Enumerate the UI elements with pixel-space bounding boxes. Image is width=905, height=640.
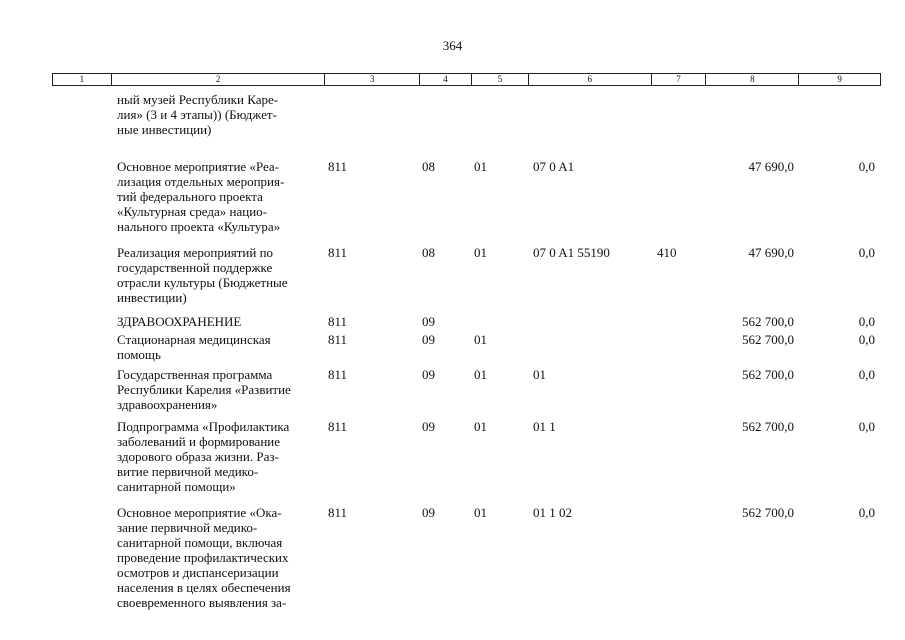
cell-amount: 562 700,0 [742, 332, 794, 347]
item-name-line: государственной поддержке [117, 260, 273, 275]
header-col-9: 9 [837, 74, 842, 84]
header-col-1: 1 [53, 74, 112, 85]
cell-amount-2: 0,0 [858, 419, 875, 434]
cell-item-name [111, 92, 325, 137]
item-name-line: заболеваний и формирование [117, 434, 281, 449]
item-name-line: Республики Карелия «Развитие [117, 382, 291, 397]
cell-item-name [111, 505, 325, 610]
item-name-line: санитарной помощи, включая [117, 535, 283, 550]
item-name-line: Реализация мероприятий по [117, 245, 274, 260]
cell-section: 09 [422, 314, 435, 329]
cell-amount: 47 690,0 [748, 159, 794, 174]
cell-amount-2: 0,0 [858, 332, 875, 347]
header-col-2: 2 [112, 74, 325, 85]
cell-item-name [111, 367, 325, 412]
item-name-line: проведение профилактических [117, 550, 289, 565]
table-row [52, 505, 881, 610]
table-row [52, 367, 881, 412]
cell-amount: 562 700,0 [742, 367, 794, 382]
cell-item-name [111, 245, 325, 305]
header-col-3: 3 [325, 74, 420, 85]
item-name-line: Основное мероприятие «Реа- [117, 159, 280, 174]
item-name-line: лия» (3 и 4 этапы)) (Бюджет- [117, 107, 277, 122]
table-row [52, 314, 881, 329]
item-name-line: ные инвестиции) [117, 122, 212, 137]
table-row [52, 92, 881, 137]
item-name-line: витие первичной медико- [117, 464, 259, 479]
cell-amount-2: 0,0 [858, 245, 875, 260]
header-col-8: 8 [706, 74, 799, 85]
item-name-line: ный музей Республики Каре- [117, 92, 279, 107]
cell-ministry-code: 811 [328, 245, 348, 260]
header-col-4: 4 [420, 74, 472, 85]
item-name-line: тий федерального проекта [117, 189, 263, 204]
item-name-line: Стационарная медицинская [117, 332, 271, 347]
table-row [52, 245, 881, 305]
item-name-line: зание первичной медико- [117, 520, 258, 535]
cell-subsection: 01 [474, 505, 487, 520]
cell-amount-2: 0,0 [858, 367, 875, 382]
item-name-line: санитарной помощи» [117, 479, 236, 494]
cell-section: 09 [422, 367, 435, 382]
cell-subsection: 01 [474, 245, 487, 260]
table-row [52, 159, 881, 234]
cell-section: 09 [422, 505, 435, 520]
cell-ministry-code: 811 [328, 419, 348, 434]
item-name-line: Государственная программа [117, 367, 273, 382]
table-row [52, 332, 881, 362]
cell-amount: 562 700,0 [742, 505, 794, 520]
cell-subsection: 01 [474, 159, 487, 174]
header-col-5: 5 [472, 74, 529, 85]
header-col-7: 7 [652, 74, 707, 85]
cell-target-article: 01 1 [533, 419, 556, 434]
cell-target-article: 07 0 A1 55190 [533, 245, 610, 260]
cell-amount-2: 0,0 [858, 159, 875, 174]
cell-section: 09 [422, 419, 435, 434]
cell-section: 09 [422, 332, 435, 347]
item-name-line: отрасли культуры (Бюджетные [117, 275, 288, 290]
item-name-line: «Культурная среда» нацио- [117, 204, 267, 219]
cell-ministry-code: 811 [328, 159, 348, 174]
cell-ministry-code: 811 [328, 505, 348, 520]
cell-item-name [111, 314, 325, 329]
cell-subsection: 01 [474, 419, 487, 434]
item-name-line: помощь [117, 347, 161, 362]
cell-amount-2: 0,0 [858, 505, 875, 520]
cell-section: 08 [422, 159, 435, 174]
budget-table [52, 73, 881, 610]
header-col-6: 6 [529, 74, 652, 85]
item-name-line: Основное мероприятие «Ока- [117, 505, 282, 520]
item-name-line: осмотров и диспансеризации [117, 565, 279, 580]
cell-amount-2: 0,0 [858, 314, 875, 329]
item-name-line: инвестиции) [117, 290, 187, 305]
cell-section: 08 [422, 245, 435, 260]
cell-ministry-code: 811 [328, 314, 348, 329]
cell-amount: 562 700,0 [742, 314, 794, 329]
table-header [52, 73, 881, 86]
cell-target-article: 01 1 02 [533, 505, 572, 520]
page-number: 364 [442, 38, 463, 53]
table-row [52, 419, 881, 494]
cell-target-article: 07 0 A1 [533, 159, 575, 174]
item-name-line: ЗДРАВООХРАНЕНИЕ [117, 314, 242, 329]
cell-item-name [111, 332, 325, 362]
cell-ministry-code: 811 [328, 367, 348, 382]
cell-amount: 562 700,0 [742, 419, 794, 434]
cell-item-name [111, 419, 325, 494]
cell-target-article: 01 [533, 367, 546, 382]
item-name-line: нального проекта «Культура» [117, 219, 281, 234]
cell-expense-type: 410 [657, 245, 677, 260]
item-name-line: лизация отдельных мероприя- [117, 174, 285, 189]
cell-amount: 47 690,0 [748, 245, 794, 260]
item-name-line: здравоохранения» [117, 397, 218, 412]
cell-subsection: 01 [474, 367, 487, 382]
item-name-line: здорового образа жизни. Раз- [117, 449, 279, 464]
cell-subsection: 01 [474, 332, 487, 347]
cell-item-name [111, 159, 325, 234]
cell-ministry-code: 811 [328, 332, 348, 347]
item-name-line: населения в целях обеспечения [117, 580, 291, 595]
item-name-line: своевременного выявления за- [117, 595, 287, 610]
item-name-line: Подпрограмма «Профилактика [117, 419, 290, 434]
